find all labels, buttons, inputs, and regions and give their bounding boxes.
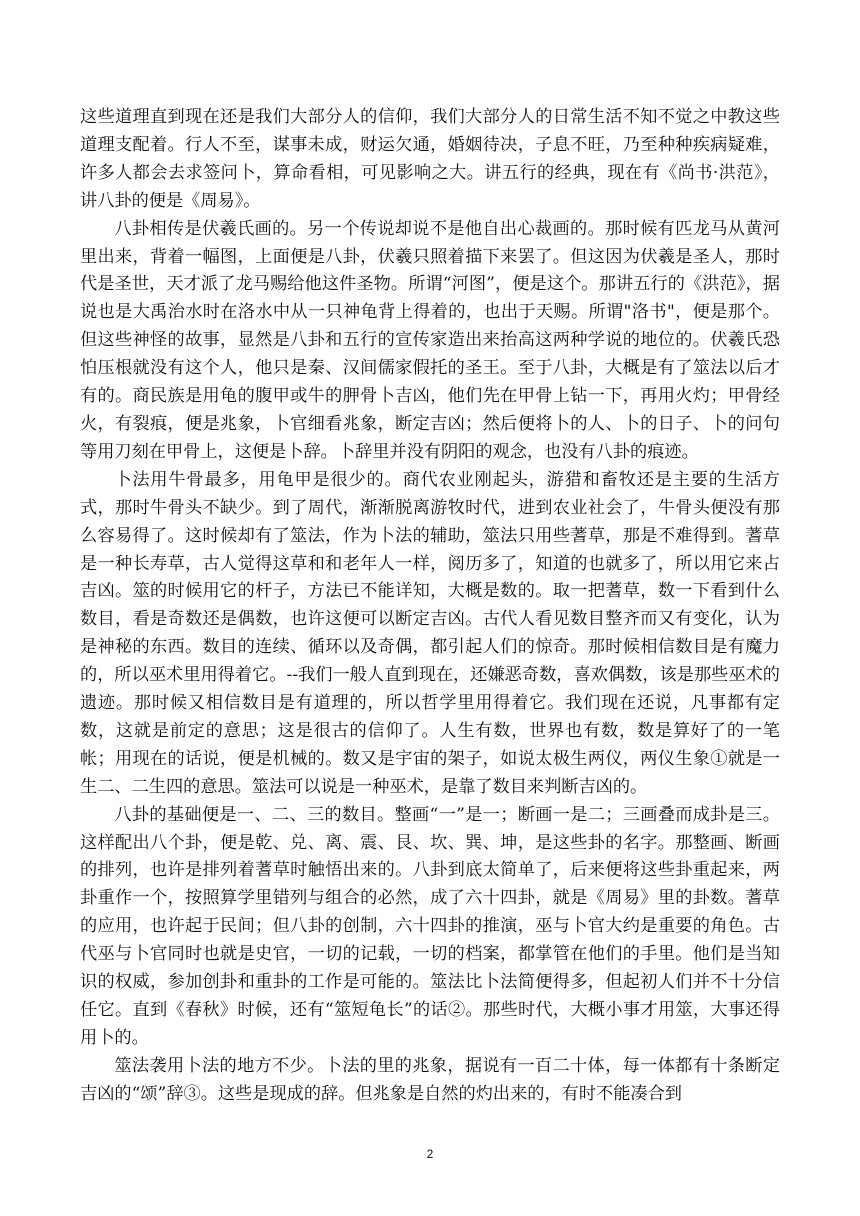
page-number: 2	[426, 1147, 434, 1161]
paragraph: 八卦的基础便是一、二、三的数目。整画“一”是一；断画一是二；三画叠而成卦是三。这样配出八个卦，便是乾、兑、离、震、艮、坎、巽、坤，是这些卦的名字。那整画、断画的排列，也许是排列着蓍草时触悟出来的。八卦到底太简单了，后来便将这些卦重起来，两卦重作一个，按照算学里错列与组合的必然，成了六十四卦，就是《周易》里的卦数。蓍草的应用，也许起于民间；但八卦的创制，六十四卦的推演，巫与卜官大约是重要的角色。古代巫与卜官同时也就是史官，一切的记载，一切的档案，都掌管在他们的手里。他们是当知识的权威，参加创卦和重卦的工作是可能的。筮法比卜法简便得多，但起初人们并不十分信任它。直到《春秋》时候，还有“筮短龟长”的话②。那些时代，大概小事才用筮，大事还得用卜的。	[80, 804, 780, 1048]
paragraph: 这些道理直到现在还是我们大部分人的信仰，我们大部分人的日常生活不知不觉之中教这些道理支配着。行人不至，谋事未成，财运欠通，婚姻待决，子息不旺，乃至种种疾病疑难，许多人都会去求签问卜，算命看相，可见影响之大。讲五行的经典，现在有《尚书·洪范》，讲八卦的便是《周易》。	[80, 107, 780, 211]
paragraph: 八卦相传是伏羲氏画的。另一个传说却说不是他自出心裁画的。那时候有匹龙马从黄河里出来，背着一幅图，上面便是八卦，伏羲只照着描下来罢了。但这因为伏羲是圣人，那时代是圣世，天才派了龙马赐给他这件圣物。所谓“河图”，便是这个。那讲五行的《洪范》，据说也是大禹治水时在洛水中从一只神龟背上得着的，也出于天赐。所谓"洛书"，便是那个。但这些神怪的故事，显然是八卦和五行的宣传家造出来抬高这两种学说的地位的。伏羲氏恐怕压根就没有这个人，他只是秦、汉间儒家假托的圣王。至于八卦，大概是有了筮法以后才有的。商民族是用龟的腹甲或牛的胛骨卜吉凶，他们先在甲骨上钻一下，再用火灼；甲骨经火，有裂痕，便是兆象，卜官细看兆象，断定吉凶；然后便将卜的人、卜的日子、卜的问句等用刀刻在甲骨上，这便是卜辞。卜辞里并没有阴阳的观念，也没有八卦的痕迹。	[80, 218, 780, 462]
document-page	[80, 104, 780, 1109]
paragraph: 筮法袭用卜法的地方不少。卜法的里的兆象，据说有一百二十体，每一体都有十条断定吉凶的“颂”辞③。这些是现成的辞。但兆象是自然的灼出来的，有时不能凑合到	[80, 1055, 780, 1104]
paragraph: 卜法用牛骨最多，用龟甲是很少的。商代农业刚起头，游猎和畜牧还是主要的生活方式，那时牛骨头不缺少。到了周代，渐渐脱离游牧时代，进到农业社会了，牛骨头便没有那么容易得了。这时候却有了筮法，作为卜法的辅助，筮法只用些蓍草，那是不难得到。蓍草是一种长寿草，古人觉得这草和和老年人一样，阅历多了，知道的也就多了，所以用它来占吉凶。筮的时候用它的杆子，方法已不能详知，大概是数的。取一把蓍草，数一下看到什么数目，看是奇数还是偶数，也许这便可以断定吉凶。古代人看见数目整齐而又有变化，认为是神秘的东西。数目的连续、循环以及奇偶，都引起人们的惊奇。那时候相信数目是有魔力的，所以巫术里用得着它。--我们一般人直到现在，还嫌恶奇数，喜欢偶数，该是那些巫术的遗迹。那时候又相信数目是有道理的，所以哲学里用得着它。我们现在还说，凡事都有定数，这就是前定的意思；这是很古的信仰了。人生有数，世界也有数，数是算好了的一笔帐；用现在的话说，便是机械的。数又是宇宙的架子，如说太极生两仪，两仪生象①就是一生二、二生四的意思。筮法可以说是一种巫术，是靠了数目来判断吉凶的。	[80, 469, 780, 797]
